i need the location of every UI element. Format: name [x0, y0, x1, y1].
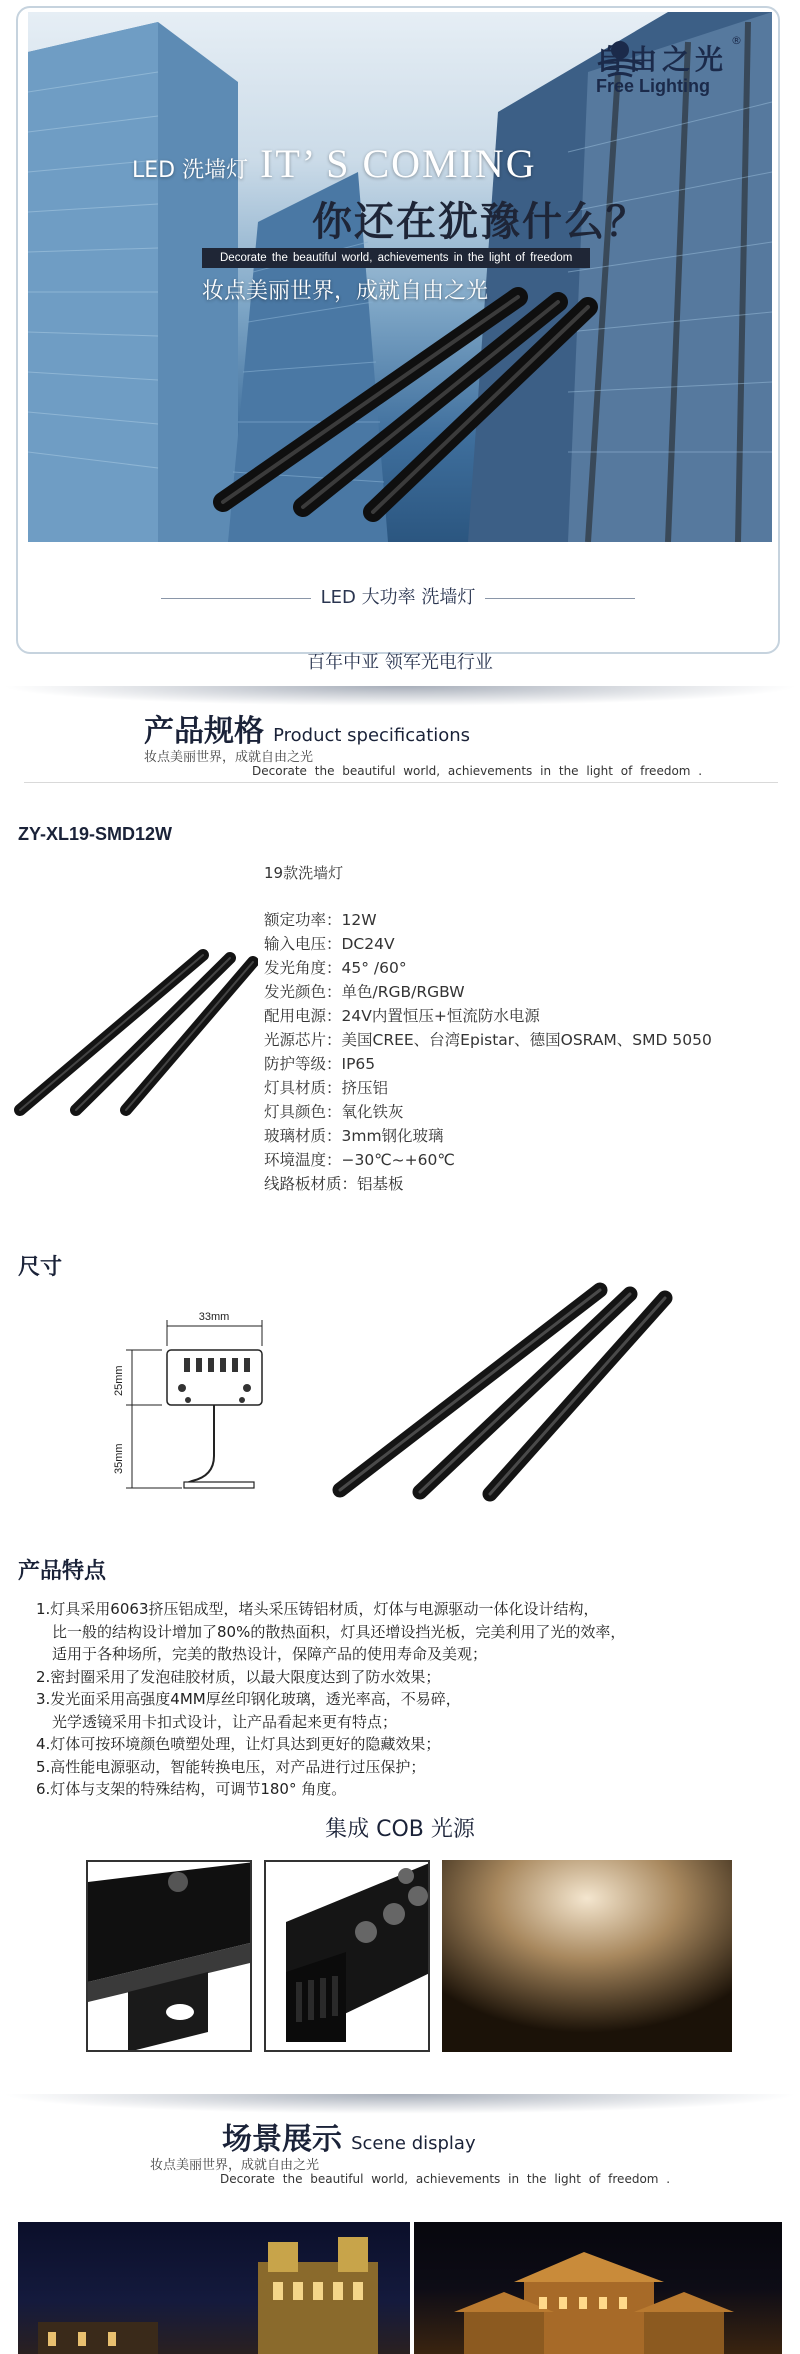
- hero-slogan: 百年中亚 领军光电行业: [307, 652, 493, 673]
- section-title-cn: 场景展示: [222, 2122, 342, 2157]
- feature-item: 5.高性能电源驱动，智能转换电压，对产品进行过压保护；: [36, 1757, 426, 1776]
- divider: [485, 598, 635, 599]
- section-subtitle-en: Decorate the beautiful world, achievements in the light of freedom .: [252, 764, 703, 778]
- header-shadow: [0, 686, 800, 706]
- hero-question: 你还在犹豫什么？: [312, 199, 648, 245]
- dimension-height2-label: 35mm: [113, 1443, 125, 1474]
- feature-item: 3.发光面采用高强度4MM厚丝印钢化玻璃，透光率高，不易碎，: [36, 1690, 461, 1708]
- brand-name-en: Free Lighting: [595, 76, 710, 96]
- spec-item: 灯具材质：挤压铝: [264, 1079, 389, 1097]
- features-title: 产品特点: [18, 1559, 107, 1584]
- features-list: [36, 1598, 625, 1801]
- brand-name-cn: 自由之光: [595, 43, 728, 76]
- feature-item: 6.灯体与支架的特殊结构，可调节180° 角度。: [36, 1780, 347, 1798]
- hero-headline: [132, 140, 537, 187]
- hero-banner: [16, 6, 780, 654]
- feature-item: 4.灯体可按环境颜色喷塑处理，让灯具达到更好的隐藏效果；: [36, 1735, 441, 1753]
- spec-item: 环境温度：−30℃~+60℃: [264, 1151, 455, 1169]
- spec-item: 额定功率：12W: [264, 911, 377, 929]
- divider: [161, 598, 311, 599]
- feature-item: 比一般的结构设计增加了80%的散热面积，灯具还增设挡光板，完美利用了光的效率，: [52, 1622, 626, 1641]
- fixture-photo: [330, 1280, 680, 1510]
- product-type: 19款洗墙灯: [264, 864, 344, 882]
- spec-item: 发光角度：45° /60°: [264, 959, 407, 977]
- registered-mark: ®: [731, 34, 742, 47]
- dimension-height1-label: 25mm: [113, 1365, 125, 1396]
- cob-title: 集成 COB 光源: [325, 1817, 475, 1842]
- hero-caption-text: LED 大功率 洗墙灯: [320, 587, 476, 608]
- section-title-en: Product specifications: [273, 725, 471, 746]
- spec-item: 灯具颜色：氧化铁灰: [264, 1103, 404, 1121]
- hero-tagline-cn: 妆点美丽世界，成就自由之光: [202, 279, 489, 304]
- scene-photo-2: [414, 2222, 782, 2354]
- divider: [24, 782, 778, 783]
- hero-photo: [28, 12, 772, 542]
- section-subtitle-cn: 妆点美丽世界，成就自由之光: [150, 2158, 320, 2173]
- spec-item: 输入电压：DC24V: [264, 935, 395, 953]
- model-number: ZY-XL19-SMD12W: [18, 824, 173, 844]
- cob-light-beam-photo: [442, 1860, 732, 2052]
- spec-item: 线路板材质：铝基板: [264, 1175, 404, 1193]
- section-title: [222, 2114, 476, 2158]
- hero-headline-big: IT’ S COMING: [260, 141, 537, 186]
- spec-list: [264, 908, 712, 1196]
- section-title-cn: 产品规格: [144, 714, 264, 749]
- spec-item: 玻璃材质：3mm钢化玻璃: [264, 1127, 444, 1145]
- feature-item: 2.密封圈采用了发泡硅胶材质，以最大限度达到了防水效果；: [36, 1667, 441, 1686]
- section-subtitle-cn: 妆点美丽世界，成就自由之光: [144, 750, 314, 765]
- spec-item: 配用电源：24V内置恒压+恒流防水电源: [264, 1007, 540, 1025]
- header-shadow: [0, 2094, 800, 2114]
- spec-item: 防护等级：IP65: [264, 1055, 376, 1073]
- cob-closeup-photo-2: [264, 1860, 430, 2052]
- spec-item: 光源芯片：美国CREE、台湾Epistar、德国OSRAM、SMD 5050: [264, 1031, 712, 1049]
- cob-closeup-photo-1: [86, 1860, 252, 2052]
- spec-item: 发光颜色：单色/RGB/RGBW: [264, 983, 465, 1001]
- feature-item: 光学透镜采用卡扣式设计，让产品看起来更有特点；: [52, 1712, 398, 1731]
- dimension-drawing: [92, 1306, 282, 1506]
- dimensions-title: 尺寸: [18, 1255, 63, 1280]
- section-title-en: Scene display: [351, 2133, 476, 2154]
- hero-caption: [18, 583, 778, 609]
- product-photo: [8, 940, 258, 1120]
- section-subtitle-en: Decorate the beautiful world, achievements in the light of freedom .: [220, 2172, 671, 2186]
- feature-item: 1.灯具采用6063挤压铝成型，堵头采压铸铝材质，灯体与电源驱动一体化设计结构，: [36, 1600, 599, 1618]
- dimension-width-label: 33mm: [198, 1311, 230, 1323]
- brand-logo: [595, 34, 742, 97]
- hero-tagline-band: Decorate the beautiful world, achievements in the light of freedom: [202, 248, 590, 268]
- hero-headline-small: LED 洗墙灯: [132, 158, 249, 183]
- feature-item: 适用于各种场所，完美的散热设计，保障产品的使用寿命及美观；: [52, 1645, 488, 1663]
- scene-photo-1: [18, 2222, 410, 2354]
- section-title: [144, 706, 470, 750]
